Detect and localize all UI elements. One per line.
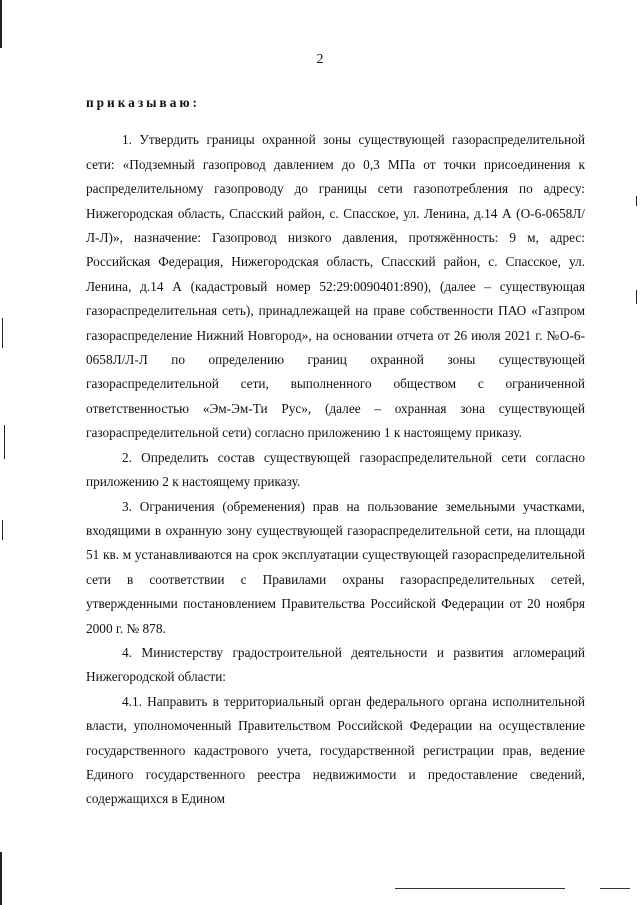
scan-edge-mark <box>0 0 2 48</box>
scan-bottom-line <box>600 888 630 889</box>
paragraph-2: 2. Определить состав существующей газораспределительной сети согласно приложению 2 к настоящему приказу. <box>86 449 585 490</box>
scan-edge-mark <box>636 196 637 206</box>
scan-edge-mark <box>4 425 5 459</box>
paragraph-4-1: 4.1. Направить в территориальный орган федерального органа исполнительной власти, уполномоченный Правительством Российской Федерации на осуществление государственного кадастрового учета, государственной регистрации прав, ведение Единого государственного реестра недвижимости и предоставление сведений, содержащихся в Едином <box>86 693 585 807</box>
paragraph-1: 1. Утвердить границы охранной зоны существующей газораспределительной сети: «Подземный газопровод давлением до 0,3 МПа от точки присоединения к распределительному газопроводу до границы сети газопотребления по адресу: Нижегородская область, Спасский район, с. Спасское, ул. Ленина, д.14 А (О-6-0658Л/Л-Л)», назначение: Газопровод низкого давления, протяжённость: 9 м, адрес: Российская Федерация, Нижегородская область, Спасский район, с. Спасское, ул. Ленина, д.14 А (кадастровый номер 52:29:0090401:890), (далее – существующая газораспределительная сеть), принадлежащей на праве собственности ПАО «Газпром газораспределение Нижний Новгород», на основании отчета от 26 июля 2021 г. №О-6-0658Л/Л-Л по определению границ охранной зоны существующей газораспределительной сети, выполненного обществом с ограниченной ответственностью «Эм-Эм-Ти Рус», (далее – охранная зона существующей газораспределительной сети) согласно приложению 1 к настоящему приказу. <box>86 132 585 441</box>
page-number: 2 <box>316 52 324 67</box>
paragraph-4: 4. Министерству градостроительной деятельности и развития агломераций Нижегородской области: <box>86 644 585 685</box>
scan-edge-mark <box>2 520 3 540</box>
paragraph-3: 3. Ограничения (обременения) прав на пользование земельными участками, входящими в охранную зону существующей газораспределительной сети, на площади 51 кв. м устанавливаются на срок эксплуатации существующей газораспределительной сети в соответствии с Правилами охраны газораспределительных сетей, утвержденными постановлением Правительства Российской Федерации от 20 ноября 2000 г. № 878. <box>86 498 585 636</box>
order-heading: приказываю: <box>86 95 200 110</box>
scan-edge-mark <box>2 318 3 348</box>
document-body <box>86 91 585 812</box>
scan-bottom-line <box>395 888 565 889</box>
scan-edge-mark <box>636 290 637 304</box>
scan-edge-mark <box>0 852 2 905</box>
